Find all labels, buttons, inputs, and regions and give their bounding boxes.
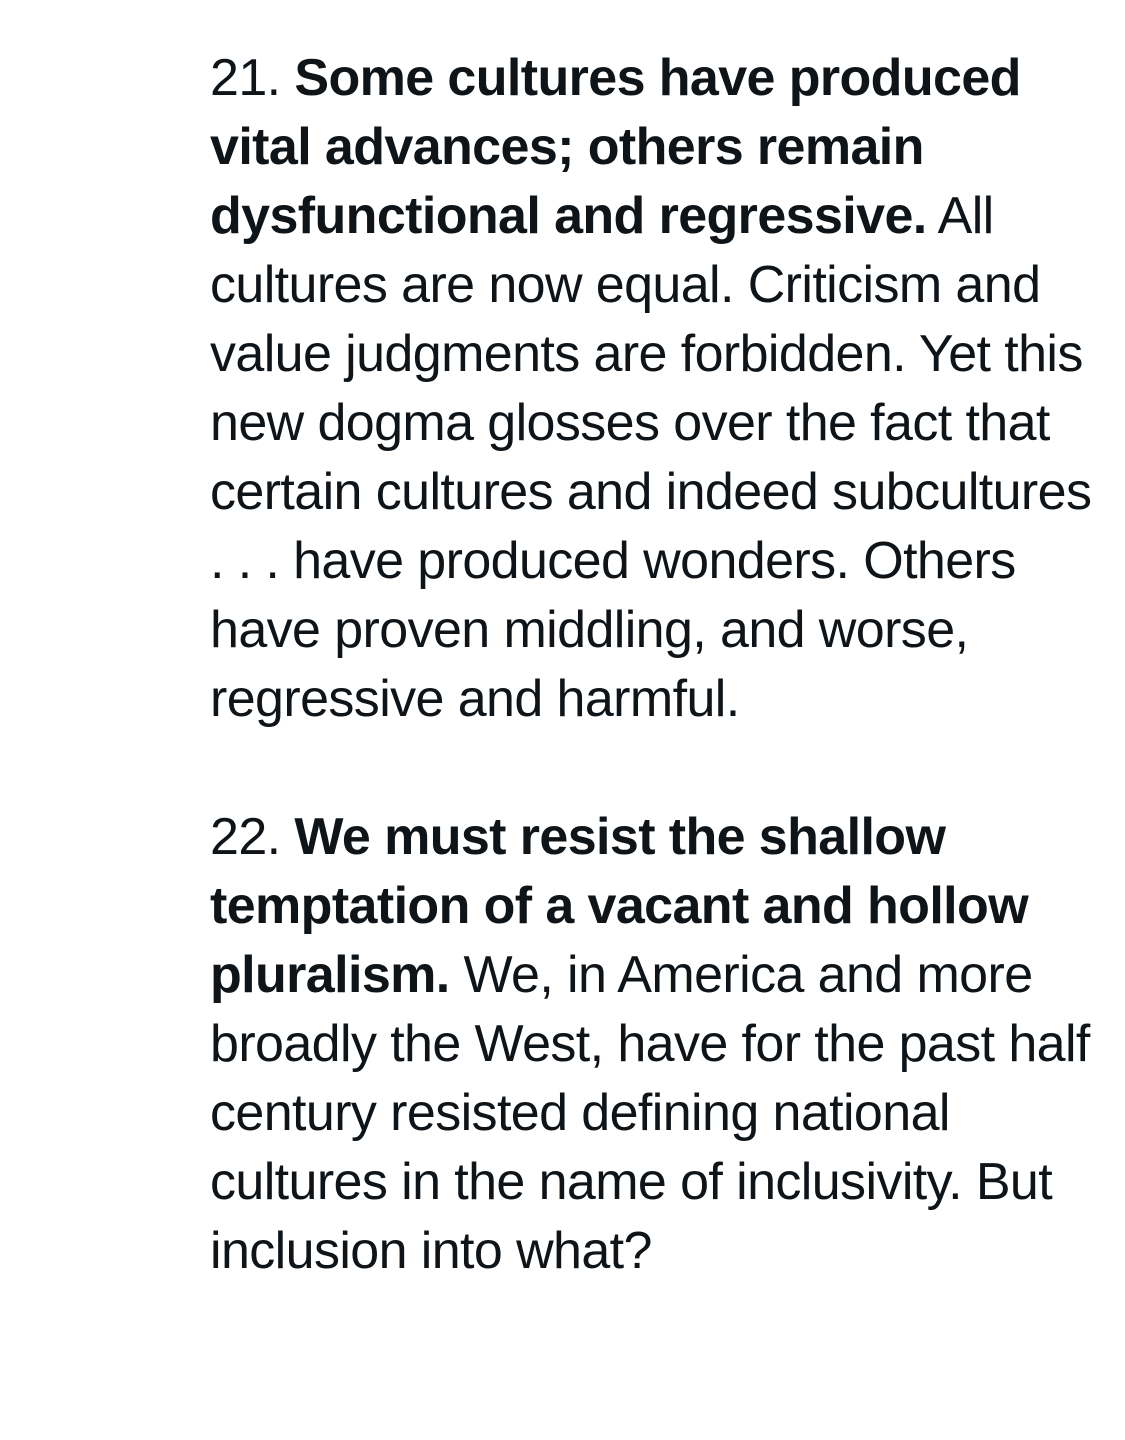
post-text — [210, 44, 1095, 1286]
paragraph-heading: We must resist the shallow temptation of a vacant and hollow pluralism. — [210, 808, 1029, 1004]
paragraph-number: 21. — [210, 49, 281, 107]
paragraph-22 — [210, 803, 1095, 1286]
paragraph-heading: Some cultures have produced vital advances; others remain dysfunctional and regressive. — [210, 49, 1021, 245]
paragraph-number: 22. — [210, 808, 281, 866]
paragraph-body: All cultures are now equal. Criticism and value judgments are forbidden. Yet this new dogma glosses over the fact that certain cultures and indeed subcultures . . . have produced wonders. Others have proven middling, and worse, regressive and harmful. — [210, 187, 1092, 728]
paragraph-21 — [210, 44, 1095, 734]
paragraph-body: We, in America and more broadly the West, have for the past half century resisted defining national cultures in the name of inclusivity. But inclusion into what? — [210, 946, 1090, 1280]
